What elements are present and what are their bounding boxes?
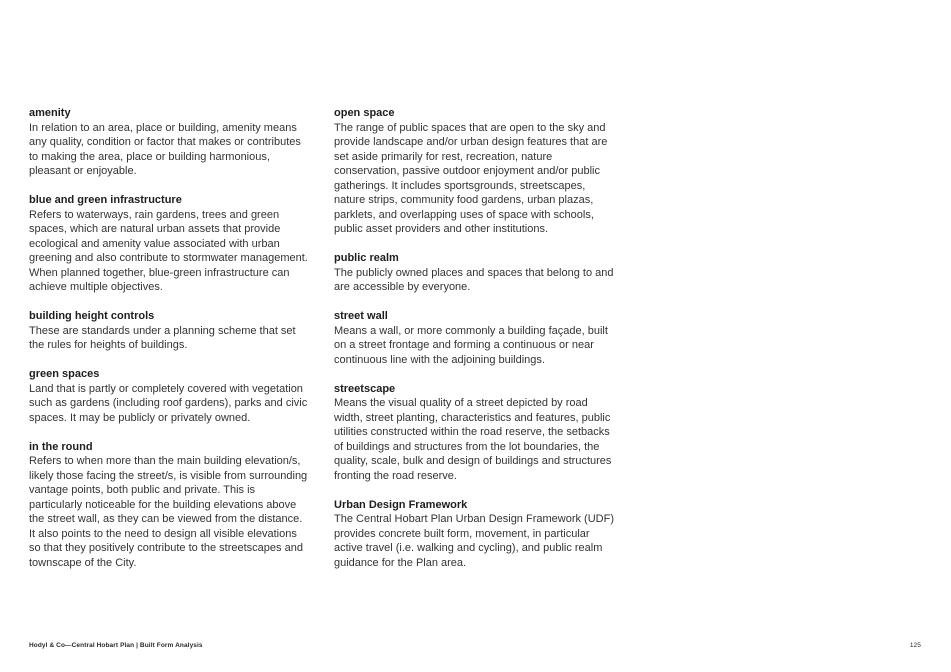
glossary-definition: Land that is partly or completely covered with vegetation such as gardens (including roof gardens), parks and civic spaces. It may be publicly or privately owned. [29,382,308,424]
glossary-definition: Means a wall, or more commonly a building façade, built on a street frontage and forming a continuous or near continuous line with the adjoining buildings. [334,324,608,366]
glossary-definition: Refers to when more than the main building elevation/s, likely those facing the street/s, is visible from surrounding vantage points, both public and private. This is particularly noticeable for the building elevations above the street wall, as they can be viewed from the distance. It also points to the need to design all visible elevations so that they positively contribute to the streetscapes and townscape of the City. [29,455,308,569]
glossary-entry-building-height-controls [29,309,311,353]
glossary-term: in the round [29,440,93,453]
glossary-term: blue and green infrastructure [29,194,182,206]
glossary-entry-in-the-round [29,440,311,571]
glossary-entry-amenity [29,106,311,179]
glossary-term: streetscape [334,382,396,395]
glossary-definition: The Central Hobart Plan Urban Design Framework (UDF) provides concrete built form, movement, in particular active travel (i.e. walking and cycling), and public realm guidance for the Plan area. [334,513,614,569]
glossary-definition: The range of public spaces that are open to the sky and provide landscape and/or urban design features that are set aside primarily for rest, recreation, nature conservation, passive outdoor enjoyment and/or public gatherings. It includes sportsgrounds, streetscapes, nature strips, community food gardens, urban plazas, parklets, and overlapping uses of space with schools, public asset providers and other institutions. [334,121,608,235]
glossary-entry-streetscape [334,382,616,484]
glossary-entry-green-spaces [29,367,311,425]
glossary-term: public realm [334,252,399,264]
glossary-definition: These are standards under a planning scheme that set the rules for heights of buildings. [29,324,296,351]
glossary-entry-public-realm [334,251,616,295]
glossary-column-left [29,106,311,585]
glossary-term: street wall [334,310,388,322]
glossary-term: building height controls [29,310,155,322]
glossary-entry-street-wall [334,309,616,367]
glossary-definition: The publicly owned places and spaces that belong to and are accessible by everyone. [334,266,614,293]
glossary-definition: In relation to an area, place or building, amenity means any quality, condition or factor that makes or contributes to making the area, place or building harmonious, pleasant or enjoyable. [29,121,301,177]
glossary-entry-open-space [334,106,616,237]
glossary-entry-blue-and-green-infrastructure [29,193,311,295]
glossary-definition: Means the visual quality of a street depicted by road width, street planting, characteristics and features, public utilities constructed within the road reserve, the setbacks of buildings and structures from the lot boundaries, the quality, scale, bulk and design of buildings and structures fronting the road reserve. [334,397,612,482]
footer-page-number: 125 [909,642,921,649]
glossary-column-right [334,106,616,585]
footer-document-title: Hodyl & Co—Central Hobart Plan | Built Form Analysis [29,642,203,649]
glossary-term: Urban Design Framework [334,498,468,511]
glossary-term: open space [334,107,395,119]
glossary-entry-urban-design-framework [334,498,616,571]
glossary-term: amenity [29,107,71,119]
glossary-definition: Refers to waterways, rain gardens, trees and green spaces, which are natural urban assets that provide ecological and amenity value associated with urban greening and also contribute to stormwater management. When planned together, blue-green infrastructure can achieve multiple objectives. [29,208,308,293]
glossary-term: green spaces [29,368,100,380]
